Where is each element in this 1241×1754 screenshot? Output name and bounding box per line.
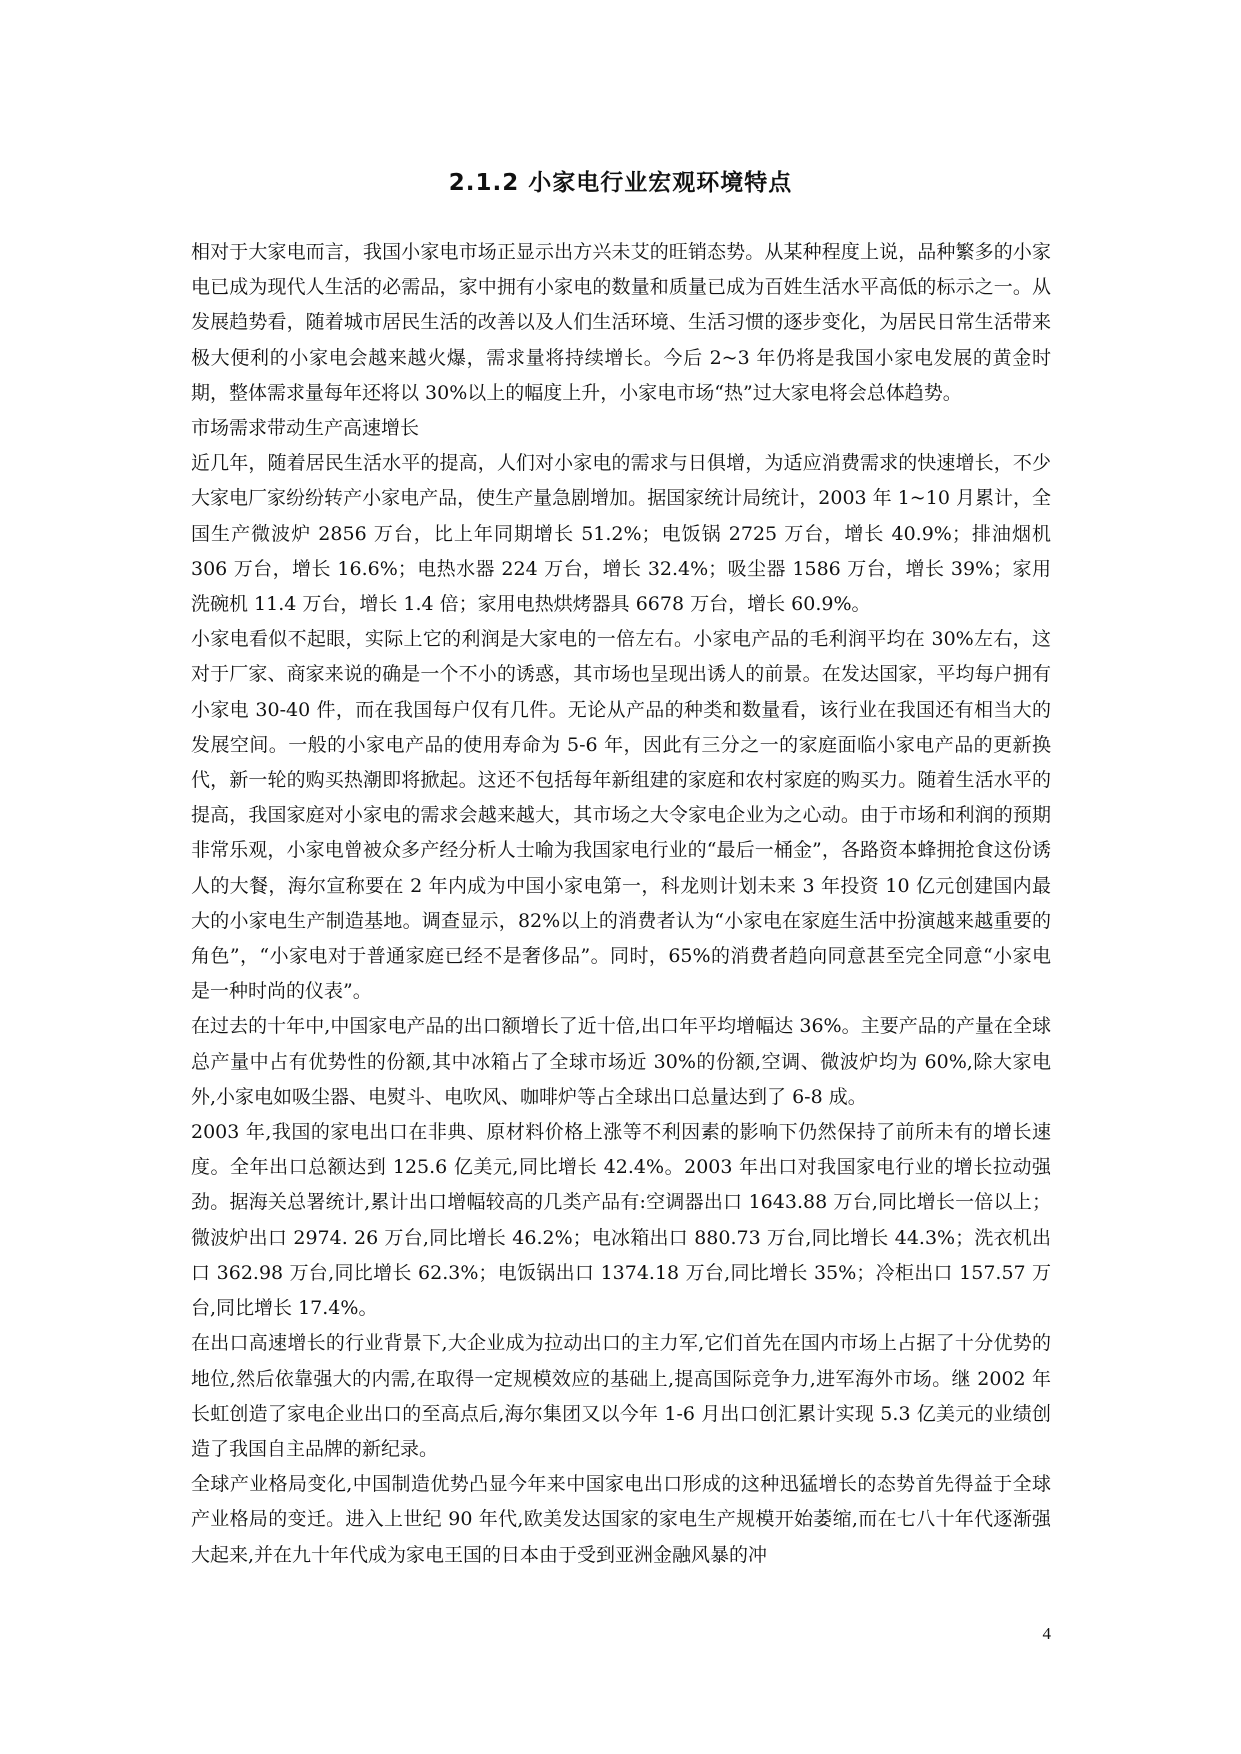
paragraph-subheading: 市场需求带动生产高速增长 (191, 417, 420, 440)
paragraph-export-decade: 在过去的十年中,中国家电产品的出口额增长了近十倍,出口年平均增幅达 36%。主要产品的产量在全球总产量中占有优势性的份额,其中冰箱占了全球市场近 30%的份额,空调、微波炉均为 60%,除大家电外,小家电如吸尘器、电熨斗、电吹风、咖啡炉等占全球出口总量达到了 6-8 成。 (191, 1015, 1051, 1108)
section-heading: 2.1.2 小家电行业宏观环境特点 (448, 170, 793, 196)
paragraph-intro: 相对于大家电而言，我国小家电市场正显示出方兴未艾的旺销态势。从某种程度上说，品种繁多的小家电已成为现代人生活的必需品，家中拥有小家电的数量和质量已成为百姓生活水平高低的标示之一。从发展趋势看，随着城市居民生活的改善以及人们生活环境、生活习惯的逐步变化，为居民日常生活带来极大便利的小家电会越来越火爆，需求量将持续增长。今后 2~3 年仍将是我国小家电发展的黄金时期，整体需求量每年还将以 30%以上的幅度上升，小家电市场“热”过大家电将会总体趋势。 (191, 241, 1051, 404)
paragraph-large-enterprises: 在出口高速增长的行业背景下,大企业成为拉动出口的主力军,它们首先在国内市场上占据了十分优势的地位,然后依靠强大的内需,在取得一定规模效应的基础上,提高国际竞争力,进军海外市场。继 2002 年长虹创造了家电企业出口的至高点后,海尔集团又以今年 1-6 月出口创汇累计实现 5.3 亿美元的业绩创造了我国自主品牌的新纪录。 (191, 1332, 1051, 1460)
paragraph-export-2003: 2003 年,我国的家电出口在非典、原材料价格上涨等不利因素的影响下仍然保持了前所未有的增长速度。全年出口总额达到 125.6 亿美元,同比增长 42.4%。2003 年出口对我国家电行业的增长拉动强劲。据海关总署统计,累计出口增幅较高的几类产品有:空调器出口 1643.88 万台,同比增长一倍以上；微波炉出口 2974. 26 万台,同比增长 46.2%；电冰箱出口 880.73 万台,同比增长 44.3%；洗衣机出口 362.98 万台,同比增长 62.3%；电饭锅出口 1374.18 万台,同比增长 35%；冷柜出口 157.57 万台,同比增长 17.4%。 (191, 1121, 1051, 1320)
paragraph-profit: 小家电看似不起眼，实际上它的利润是大家电的一倍左右。小家电产品的毛利润平均在 30%左右，这对于厂家、商家来说的确是一个不小的诱惑，其市场也呈现出诱人的前景。在发达国家，平均每户拥有小家电 30-40 件，而在我国每户仅有几件。无论从产品的种类和数量看，该行业在我国还有相当大的发展空间。一般的小家电产品的使用寿命为 5-6 年，因此有三分之一的家庭面临小家电产品的更新换代，新一轮的购买热潮即将掀起。这还不包括每年新组建的家庭和农村家庭的购买力。随着生活水平的提高，我国家庭对小家电的需求会越来越大，其市场之大令家电企业为之心动。由于市场和利润的预期非常乐观，小家电曾被众多产经分析人士喻为我国家电行业的“最后一桶金”，各路资本蜂拥抢食这份诱人的大餐，海尔宣称要在 2 年内成为中国小家电第一，科龙则计划未来 3 年投资 10 亿元创建国内最大的小家电生产制造基地。调查显示，82%以上的消费者认为“小家电在家庭生活中扮演越来越重要的角色”，“小家电对于普通家庭已经不是奢侈品”。同时，65%的消费者趋向同意甚至完全同意“小家电是一种时尚的仪表”。 (191, 628, 1051, 1003)
paragraph-production-stats: 近几年，随着居民生活水平的提高，人们对小家电的需求与日俱增，为适应消费需求的快速增长，不少大家电厂家纷纷转产小家电产品，使生产量急剧增加。据国家统计局统计，2003 年 1~10 月累计，全国生产微波炉 2856 万台，比上年同期增长 51.2%；电饭锅 2725 万台，增长 40.9%；排油烟机 306 万台，增长 16.6%；电热水器 224 万台，增长 32.4%；吸尘器 1586 万台，增长 39%；家用洗碗机 11.4 万台，增长 1.4 倍；家用电热烘烤器具 6678 万台，增长 60.9%。 (191, 452, 1051, 616)
body-text (191, 235, 1051, 1573)
page-number: 4 (1042, 1624, 1051, 1643)
paragraph-global-industry: 全球产业格局变化,中国制造优势凸显今年来中国家电出口形成的这种迅猛增长的态势首先得益于全球产业格局的变迁。进入上世纪 90 年代,欧美发达国家的家电生产规模开始萎缩,而在七八十年代逐渐强大起来,并在九十年代成为家电王国的日本由于受到亚洲金融风暴的冲 (191, 1473, 1051, 1566)
